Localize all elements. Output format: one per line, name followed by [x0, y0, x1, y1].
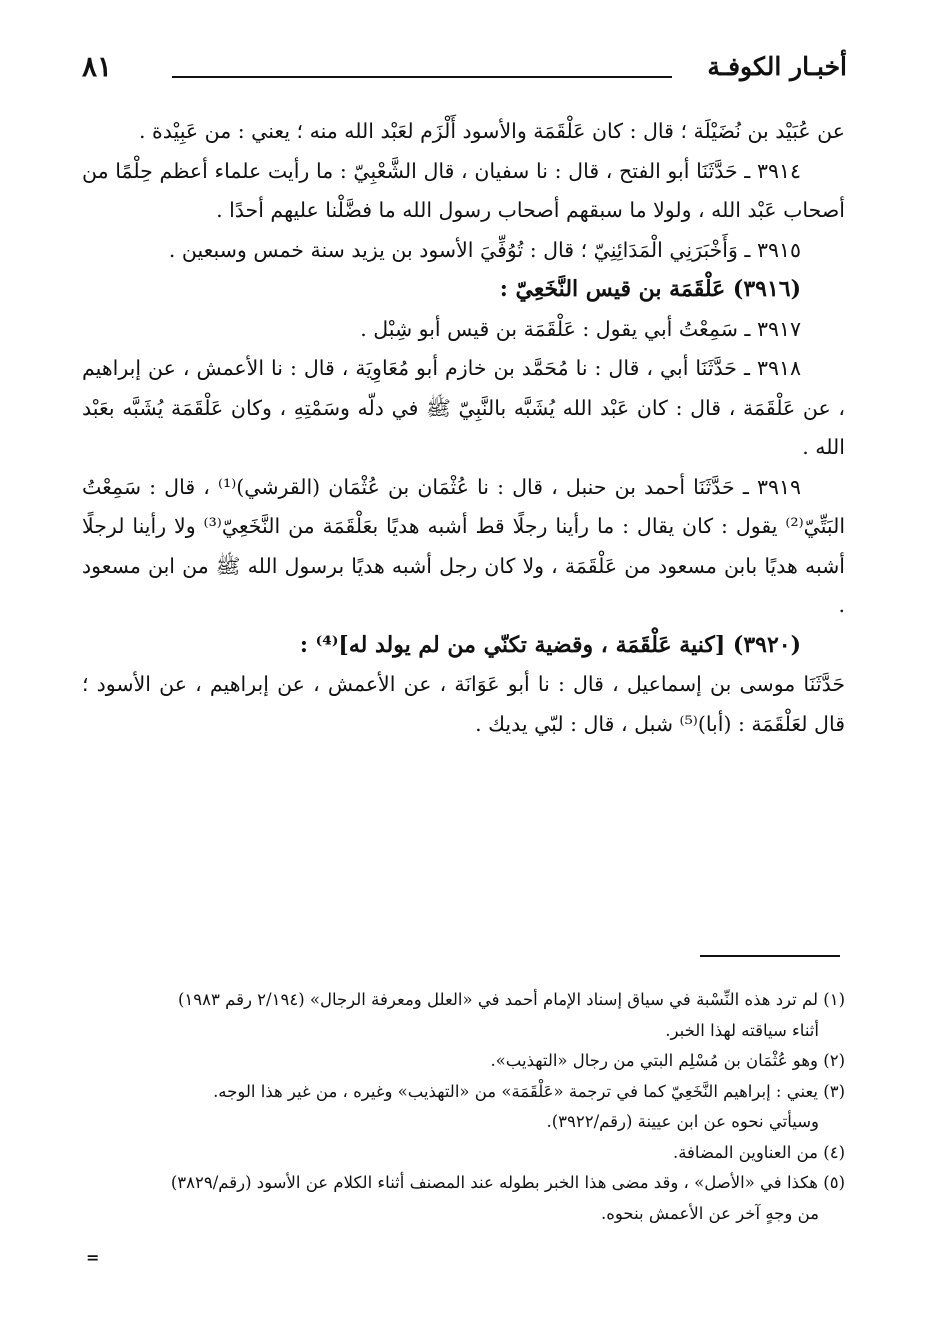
- footnote-4: (٤) من العناوين المضافة.: [672, 1142, 845, 1162]
- footnote-2: (٢) وهو عُثْمَان بن مُسْلِم البتي من رجال «التهذيب».: [490, 1051, 845, 1070]
- footnote-1: (١) لم ترد هذه النِّسْبة في سياق إسناد الإمام أحمد في «العلل ومعرفة الرجال» (٢/١٩٤ رقم ١٩٨٣): [177, 990, 845, 1009]
- page-header: [82, 52, 847, 92]
- section-heading-3920: (٣٩٢٠) [كنية عَلْقَمَة ، وقضية تكنّي من لم يولد له]⁽⁴⁾ :: [299, 631, 801, 658]
- page-mark: =: [86, 1248, 101, 1267]
- footnote-5: (٥) هكذا في «الأصل» ، وقد مضى هذا الخبر بطوله عند المصنف أثناء الكلام عن الأسود (رقم/٣٨٢٩): [170, 1173, 845, 1192]
- footnote-rule: [700, 955, 840, 957]
- narration-3918: ٣٩١٨ ـ حَدَّثَنَا أبي ، قال : نا مُحَمَّد بن خازم أبو مُعَاوِيَة ، قال : نا الأعمش ، عن إبراهيم ، عن عَلْقَمَة ، قال : كان عَبْد الله يُشَبَّه بالنَّبِيّ ﷺ في دلّه وسَمْتِهِ ، وكان عَلْقَمَة يُشَبَّه بعَبْد الله .: [82, 356, 845, 459]
- narration-3920-text: حَدَّثَنَا موسى بن إسماعيل ، قال : نا أبو عَوَانَة ، عن الأعمش ، عن إبراهيم ، عن الأسود ؛ قال لعَلْقَمَة : (أبا)⁽⁵⁾ شبل ، قال : لبّي يديك .: [82, 672, 845, 736]
- narration-3919: ٣٩١٩ ـ حَدَّثَنَا أحمد بن حنبل ، قال : نا عُثْمَان بن عُثْمَان (القرشي)⁽¹⁾ ، قال : سَمِعْتُ البَتِّيّ⁽²⁾ يقول : كان يقال : ما رأينا رجلًا قط أشبه هديًا بعَلْقَمَة من النَّخَعِيّ⁽³⁾ ولا رأينا لرجلًا أشبه هديًا بابن مسعود من عَلْقَمَة ، ولا كان رجل أشبه هديًا برسول الله ﷺ من ابن مسعود .: [82, 474, 846, 617]
- footnotes: [82, 985, 845, 1229]
- footnote-3: (٣) يعني : إبراهيم النَّخَعِيّ كما في ترجمة «عَلْقَمَة» من «التهذيب» وغيره ، من غير هذا الوجه.: [213, 1081, 845, 1101]
- narration-3915: ٣٩١٥ ـ وَأَخْبَرَنِي الْمَدَائِنِيّ ؛ قال : تُوُفِّيَ الأسود بن يزيد سنة خمس وسبعين .: [168, 237, 801, 262]
- header-rule: [172, 76, 672, 78]
- text-paragraph: عن عُبَيْد بن نُضَيْلَة ؛ قال : كان عَلْقَمَة والأسود أَلْزَم لعَبْد الله منه ؛ يعني : من عَبِيْدة .: [138, 119, 845, 143]
- narration-3914: ٣٩١٤ ـ حَدَّثَنَا أبو الفتح ، قال : نا سفيان ، قال الشَّعْبِيّ : ما رأيت علماء أعظم حِلْمًا من أصحاب عَبْد الله ، ولولا ما سبقهم أصحاب رسول الله ما فضَّلْنا عليهم أحدًا .: [82, 158, 845, 222]
- footnote-5-continued: من وجهٍ آخر عن الأعمش بنحوه.: [601, 1203, 819, 1223]
- narration-3917: ٣٩١٧ ـ سَمِعْتُ أبي يقول : عَلْقَمَة بن قيس أبو شِبْل .: [360, 316, 801, 341]
- running-title: أخبـار الكوفـة: [707, 52, 847, 81]
- page-number: ٨١: [82, 50, 113, 83]
- footnote-1-continued: أثناء سياقته لهذا الخبر.: [665, 1020, 819, 1040]
- main-text: [82, 112, 845, 744]
- footnote-3-continued: وسيأتي نحوه عن ابن عيينة (رقم/٣٩٢٢).: [546, 1112, 819, 1131]
- section-heading-3916: (٣٩١٦) عَلْقَمَة بن قيس النَّخَعِيّ :: [499, 276, 801, 302]
